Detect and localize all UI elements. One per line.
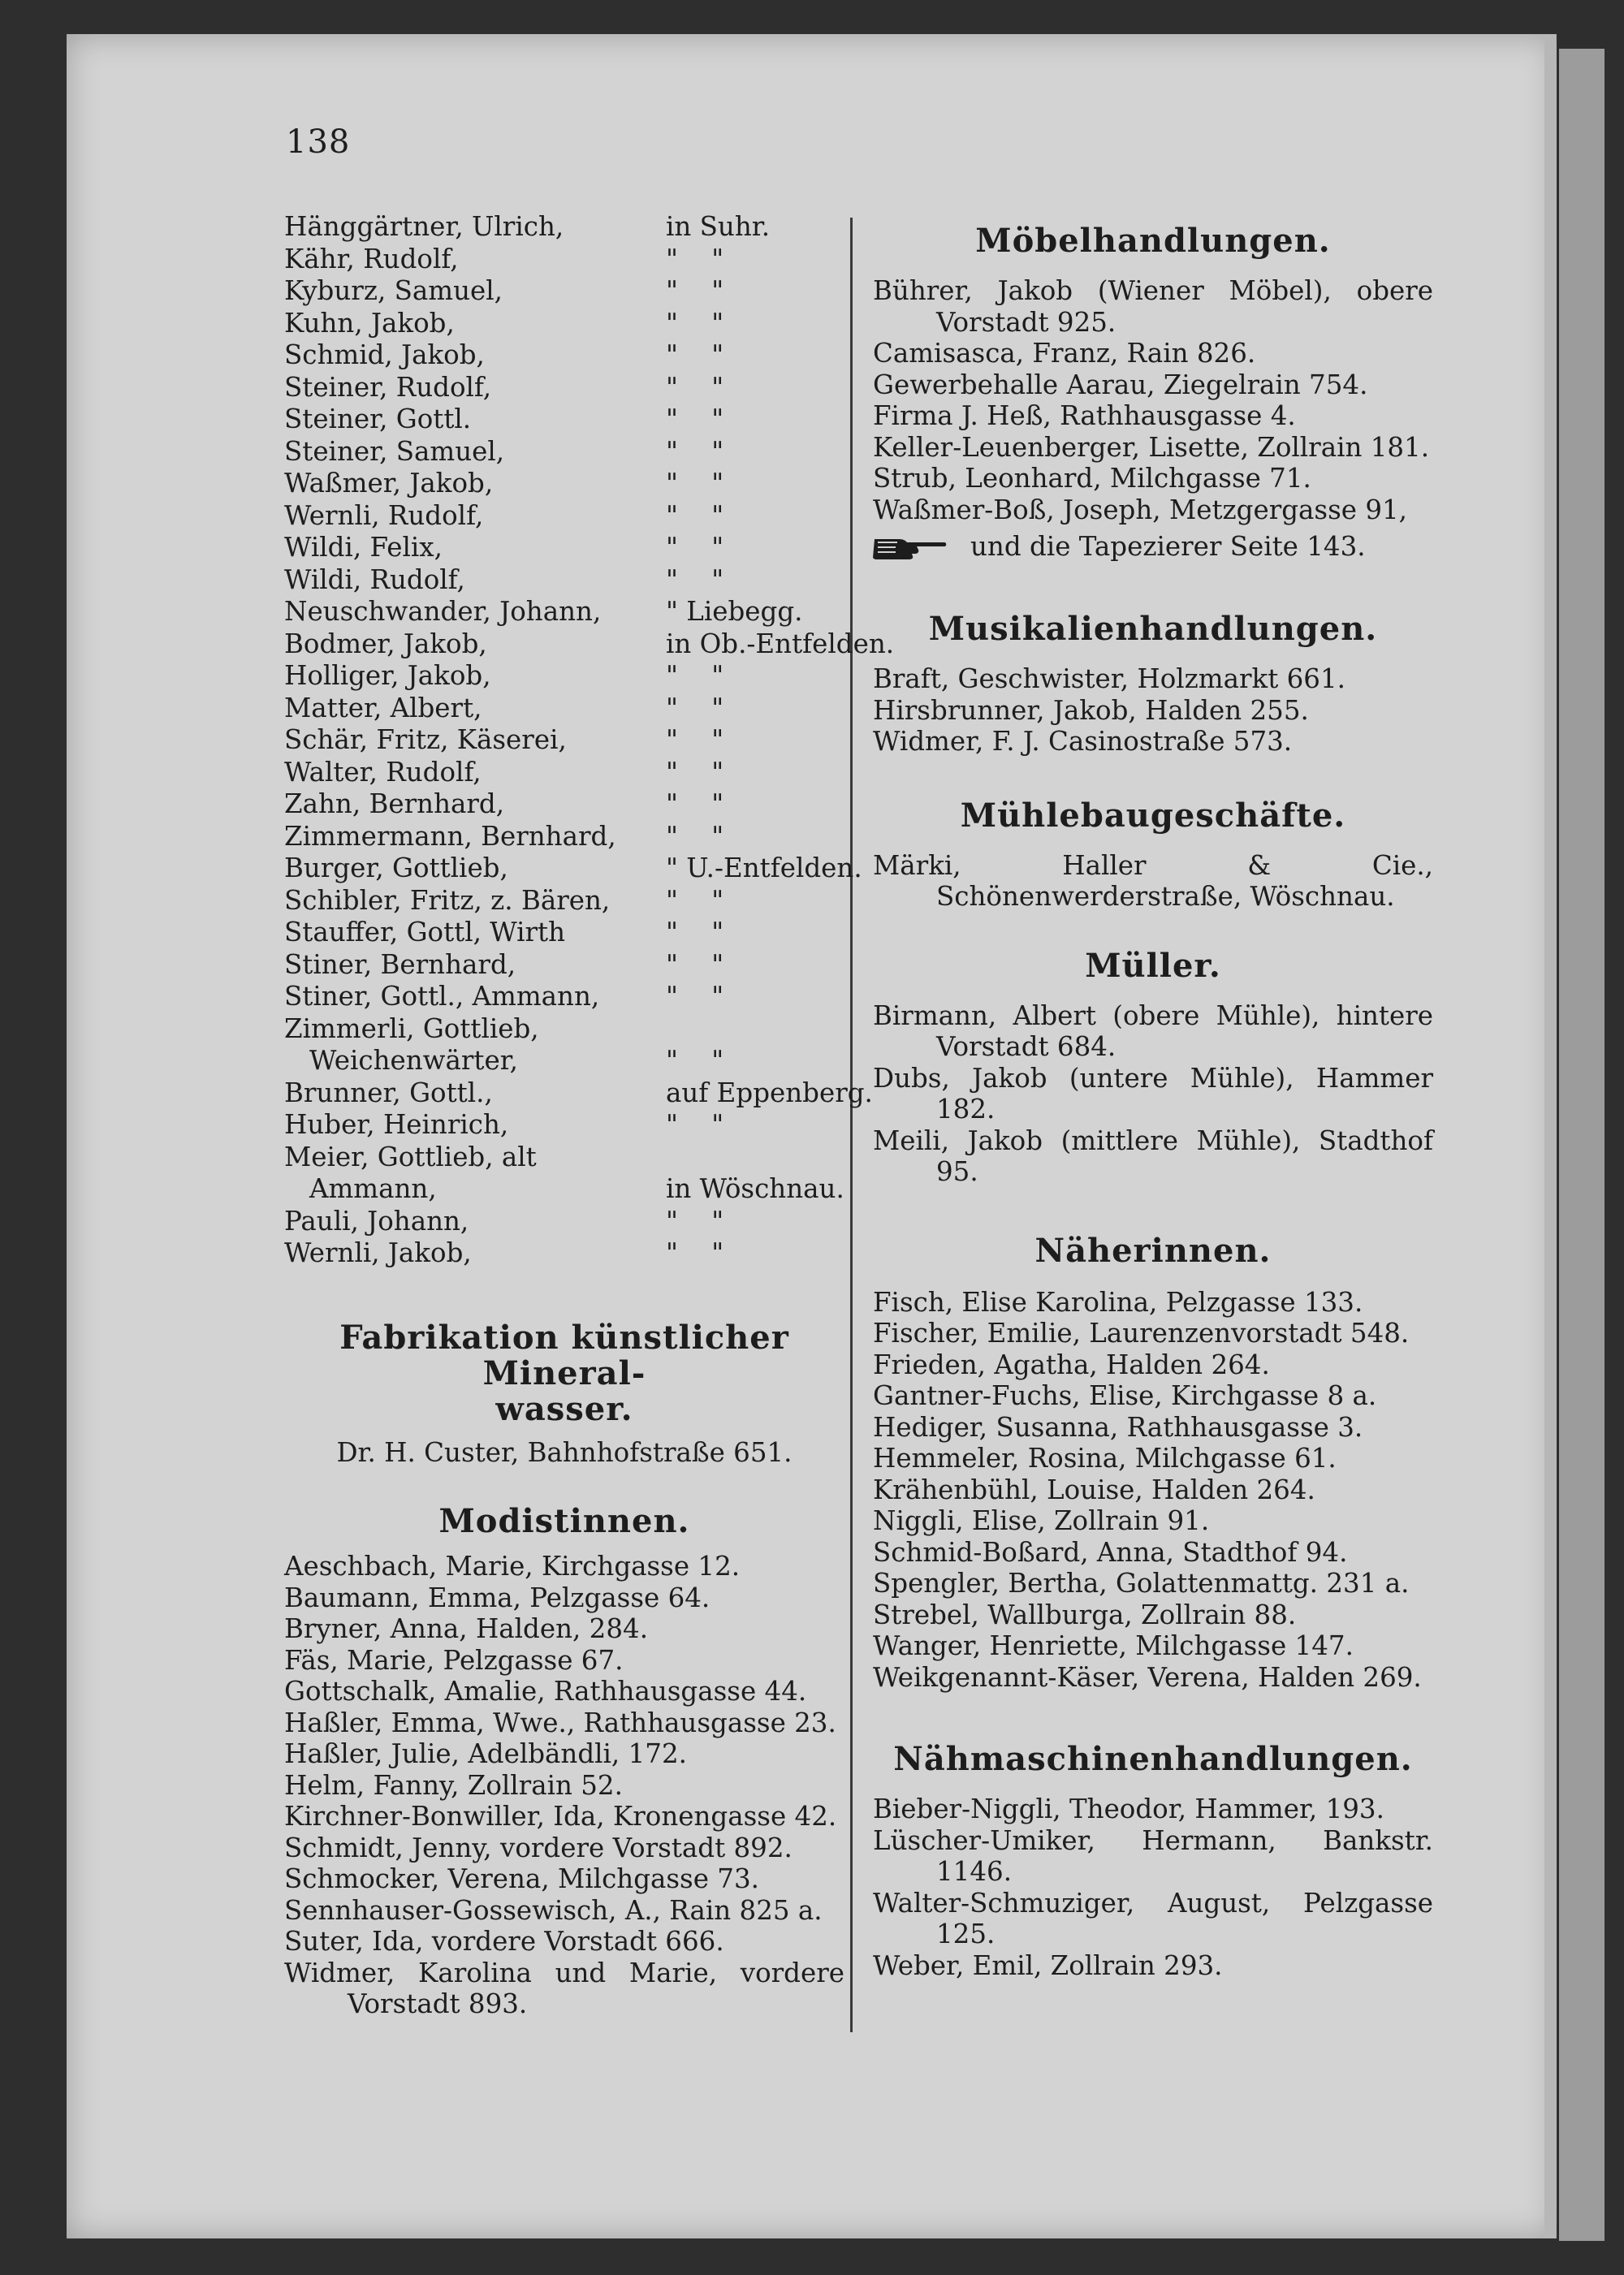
list-item: Birmann, Albert (obere Mühle), hintere Vorstadt 684.: [873, 999, 1433, 1062]
resident-name: Wildi, Rudolf,: [284, 563, 465, 595]
resident-place: " ": [666, 371, 724, 403]
resident-name: Wildi, Felix,: [284, 532, 443, 563]
list-item: Hediger, Susanna, Rathhausgasse 3.: [873, 1411, 1363, 1443]
resident-place: " ": [666, 339, 724, 370]
list-item: Hirsbrunner, Jakob, Halden 255.: [873, 694, 1309, 726]
resident-place: " ": [666, 468, 724, 499]
resident-place: " ": [666, 724, 724, 755]
resident-name: Schär, Fritz, Käserei,: [284, 724, 567, 755]
pointing-hand-icon: [873, 533, 948, 560]
list-item: Bieber-Niggli, Theodor, Hammer, 193.: [873, 1794, 1384, 1824]
list-item: Dr. H. Custer, Bahnhofstraße 651.: [336, 1436, 793, 1468]
table-row: [284, 788, 844, 821]
naeherinnen-list: [873, 1287, 1433, 1694]
page-number: 138: [286, 123, 351, 161]
table-row: [284, 339, 844, 372]
resident-place: in Wöschnau.: [666, 1173, 844, 1204]
resident-name: Wernli, Jakob,: [284, 1237, 472, 1268]
list-item: Gewerbehalle Aarau, Ziegelrain 754.: [873, 369, 1368, 400]
list-item: Spengler, Bertha, Golattenmattg. 231 a.: [873, 1568, 1410, 1599]
list-item: Schmocker, Verena, Milchgasse 73.: [284, 1863, 759, 1894]
resident-place: " ": [666, 692, 724, 723]
list-item: Krähenbühl, Louise, Halden 264.: [873, 1474, 1315, 1505]
cross-reference-note: [873, 530, 1433, 563]
list-item: Schmidt, Jenny, vordere Vorstadt 892.: [284, 1832, 793, 1863]
resident-list: [284, 211, 895, 1270]
resident-place: " Liebegg.: [666, 596, 803, 627]
mueller-list: [873, 1000, 1433, 1188]
resident-name: Zimmerli, Gottlieb,: [284, 1012, 539, 1044]
table-row: [284, 1013, 844, 1046]
table-row: [284, 211, 844, 244]
heading-naehmaschinenhandlungen: Nähmaschinenhandlungen.: [893, 1740, 1413, 1778]
resident-place: " ": [666, 435, 724, 467]
resident-place: " U.-Entfelden.: [666, 853, 862, 883]
resident-name: Pauli, Johann,: [284, 1205, 469, 1237]
table-row: [284, 372, 844, 404]
list-item: Keller-Leuenberger, Lisette, Zollrain 181.: [873, 431, 1430, 463]
heading-naeherinnen: Näherinnen.: [1034, 1231, 1272, 1270]
resident-name: Wernli, Rudolf,: [284, 499, 484, 531]
table-row: [284, 1237, 844, 1270]
heading-mineralwasser-line2: wasser.: [495, 1389, 633, 1428]
resident-name: Huber, Heinrich,: [284, 1109, 509, 1140]
table-row: [284, 532, 844, 564]
list-item: Märki, Haller & Cie., Schönenwerderstraße, Wöschnau.: [873, 849, 1433, 912]
resident-place: " ": [666, 404, 724, 434]
table-row: [284, 436, 844, 468]
resident-name: Bodmer, Jakob,: [284, 628, 487, 659]
table-row: [284, 1045, 844, 1077]
heading-mineralwasser-line1: Fabrikation künstlicher Mineral-: [339, 1318, 789, 1392]
table-row: [284, 308, 844, 340]
muehlebau-list: [873, 850, 1433, 913]
naehmaschinen-list: [873, 1794, 1433, 1981]
resident-place: auf Eppenberg.: [666, 1077, 873, 1108]
modistinnen-list: [284, 1551, 844, 2020]
table-row: [284, 821, 844, 853]
table-row: [284, 981, 844, 1013]
resident-name: Waßmer, Jakob,: [284, 468, 494, 499]
list-item: Haßler, Emma, Wwe., Rathhausgasse 23.: [284, 1707, 836, 1738]
resident-name: Ammann,: [284, 1173, 437, 1204]
resident-name: Stauffer, Gottl, Wirth: [284, 917, 566, 948]
list-item: Sennhauser-Gossewisch, A., Rain 825 a.: [284, 1894, 823, 1926]
column-divider: [850, 218, 853, 2032]
table-row: [284, 275, 844, 308]
resident-name: Weichenwärter,: [284, 1045, 518, 1076]
table-row: [284, 885, 844, 917]
resident-place: " ": [666, 948, 724, 980]
heading-mueller: Müller.: [1085, 946, 1221, 985]
list-item: Braft, Geschwister, Holzmarkt 661.: [873, 663, 1345, 694]
resident-place: " ": [666, 788, 724, 819]
table-row: [284, 1109, 844, 1142]
left-column: [284, 211, 895, 2020]
table-row: [284, 596, 844, 628]
resident-place: " ": [666, 1109, 724, 1140]
resident-place: " ": [666, 1205, 724, 1237]
list-item: Weber, Emil, Zollrain 293.: [873, 1949, 1223, 1981]
list-item: Fisch, Elise Karolina, Pelzgasse 133.: [873, 1286, 1363, 1318]
resident-place: " ": [666, 756, 724, 788]
list-item: Meili, Jakob (mittlere Mühle), Stadthof 95.: [873, 1125, 1433, 1187]
page-gutter: [1544, 34, 1556, 2238]
list-item: Widmer, Karolina und Marie, vordere Vorstadt 893.: [284, 1957, 844, 2019]
table-row: [284, 468, 844, 500]
list-item: Helm, Fanny, Zollrain 52.: [284, 1769, 623, 1801]
resident-name: Neuschwander, Johann,: [284, 596, 602, 627]
list-item: Dubs, Jakob (untere Mühle), Hammer 182.: [873, 1062, 1433, 1125]
list-item: Widmer, F. J. Casinostraße 573.: [873, 726, 1293, 757]
resident-place: in Suhr.: [666, 211, 771, 242]
table-row: [284, 564, 844, 597]
resident-place: " ": [666, 1237, 724, 1268]
resident-name: Schmid, Jakob,: [284, 339, 485, 370]
resident-place: in Ob.-Entfelden.: [666, 628, 895, 659]
table-row: [284, 757, 844, 789]
resident-place: " ": [666, 917, 724, 948]
resident-place: " ": [666, 884, 724, 916]
resident-place: " ": [666, 243, 724, 274]
resident-name: Burger, Gottlieb,: [284, 853, 508, 883]
list-item: Fischer, Emilie, Laurenzenvorstadt 548.: [873, 1318, 1410, 1349]
list-item: Fäs, Marie, Pelzgasse 67.: [284, 1644, 624, 1676]
list-item: Aeschbach, Marie, Kirchgasse 12.: [284, 1551, 741, 1582]
list-item: Waßmer-Boß, Joseph, Metzgergasse 91,: [873, 494, 1408, 525]
page-edge: [1559, 49, 1605, 2241]
resident-name: Steiner, Gottl.: [284, 404, 472, 434]
table-row: [284, 500, 844, 533]
list-item: Strub, Leonhard, Milchgasse 71.: [873, 463, 1311, 494]
resident-name: Stiner, Gottl., Ammann,: [284, 981, 600, 1012]
resident-name: Stiner, Bernhard,: [284, 948, 516, 980]
resident-name: Kyburz, Samuel,: [284, 275, 503, 306]
resident-place: " ": [666, 499, 724, 531]
resident-name: Hänggärtner, Ulrich,: [284, 211, 564, 242]
list-item: Niggli, Elise, Zollrain 91.: [873, 1505, 1210, 1536]
resident-name: Kuhn, Jakob,: [284, 307, 455, 339]
list-item: Baumann, Emma, Pelzgasse 64.: [284, 1582, 710, 1613]
table-row: [284, 1173, 844, 1206]
resident-place: " ": [666, 532, 724, 563]
resident-name: Holliger, Jakob,: [284, 660, 491, 691]
list-item: Bryner, Anna, Halden, 284.: [284, 1613, 649, 1644]
resident-name: Kähr, Rudolf,: [284, 243, 459, 274]
musikalien-list: [873, 663, 1433, 758]
list-item: Weikgenannt-Käser, Verena, Halden 269.: [873, 1661, 1422, 1693]
resident-place: " ": [666, 820, 724, 852]
table-row: [284, 1206, 844, 1238]
list-item: Walter-Schmuziger, August, Pelzgasse 125.: [873, 1887, 1433, 1949]
table-row: [284, 693, 844, 725]
resident-name: Zahn, Bernhard,: [284, 788, 505, 819]
table-row: [284, 244, 844, 276]
heading-musikalienhandlungen: Musikalienhandlungen.: [928, 610, 1378, 648]
resident-name: Steiner, Samuel,: [284, 435, 505, 467]
resident-place: " ": [666, 307, 724, 339]
resident-place: " ": [666, 563, 724, 595]
list-item: Camisasca, Franz, Rain 826.: [873, 338, 1256, 369]
resident-name: Brunner, Gottl.,: [284, 1077, 493, 1108]
table-row: [284, 853, 862, 885]
heading-muehlebaugeschaefte: Mühlebaugeschäfte.: [960, 796, 1346, 835]
list-item: Bührer, Jakob (Wiener Möbel), obere Vorstadt 925.: [873, 275, 1433, 338]
list-item: Firma J. Heß, Rathhausgasse 4.: [873, 400, 1296, 431]
table-row: [284, 724, 844, 757]
heading-moebelhandlungen: Möbelhandlungen.: [975, 222, 1331, 260]
list-item: Schmid-Boßard, Anna, Stadthof 94.: [873, 1536, 1348, 1568]
list-item: Gantner-Fuchs, Elise, Kirchgasse 8 a.: [873, 1380, 1377, 1411]
resident-name: Schibler, Fritz, z. Bären,: [284, 884, 611, 916]
resident-name: Meier, Gottlieb, alt: [284, 1141, 537, 1172]
table-row: [284, 628, 895, 661]
heading-modistinnen: Modistinnen.: [438, 1502, 690, 1540]
table-row: [284, 404, 844, 436]
right-column: [873, 223, 1433, 1981]
table-row: [284, 660, 844, 693]
resident-place: " ": [666, 275, 724, 306]
list-item: Lüscher-Umiker, Hermann, Bankstr. 1146.: [873, 1824, 1433, 1887]
table-row: [284, 917, 844, 949]
resident-place: " ": [666, 1045, 724, 1076]
list-item: Kirchner-Bonwiller, Ida, Kronengasse 42.: [284, 1801, 837, 1832]
list-item: Hemmeler, Rosina, Milchgasse 61.: [873, 1443, 1337, 1474]
list-item: Frieden, Agatha, Halden 264.: [873, 1349, 1270, 1380]
resident-name: Walter, Rudolf,: [284, 756, 482, 788]
list-item: Haßler, Julie, Adelbändli, 172.: [284, 1738, 687, 1769]
resident-name: Zimmermann, Bernhard,: [284, 820, 616, 852]
table-row: [284, 949, 844, 982]
resident-name: Steiner, Rudolf,: [284, 371, 492, 403]
resident-place: " ": [666, 981, 724, 1012]
list-item: Suter, Ida, vordere Vorstadt 666.: [284, 1926, 724, 1957]
resident-place: " ": [666, 660, 724, 691]
list-item: Strebel, Wallburga, Zollrain 88.: [873, 1599, 1297, 1630]
moebel-list: [873, 275, 1433, 525]
table-row: [284, 1142, 844, 1174]
resident-name: Matter, Albert,: [284, 692, 482, 723]
list-item: Wanger, Henriette, Milchgasse 147.: [873, 1630, 1354, 1661]
note-text: und die Tapezierer Seite 143.: [970, 531, 1366, 562]
table-row: [284, 1077, 873, 1110]
list-item: Gottschalk, Amalie, Rathhausgasse 44.: [284, 1676, 807, 1707]
